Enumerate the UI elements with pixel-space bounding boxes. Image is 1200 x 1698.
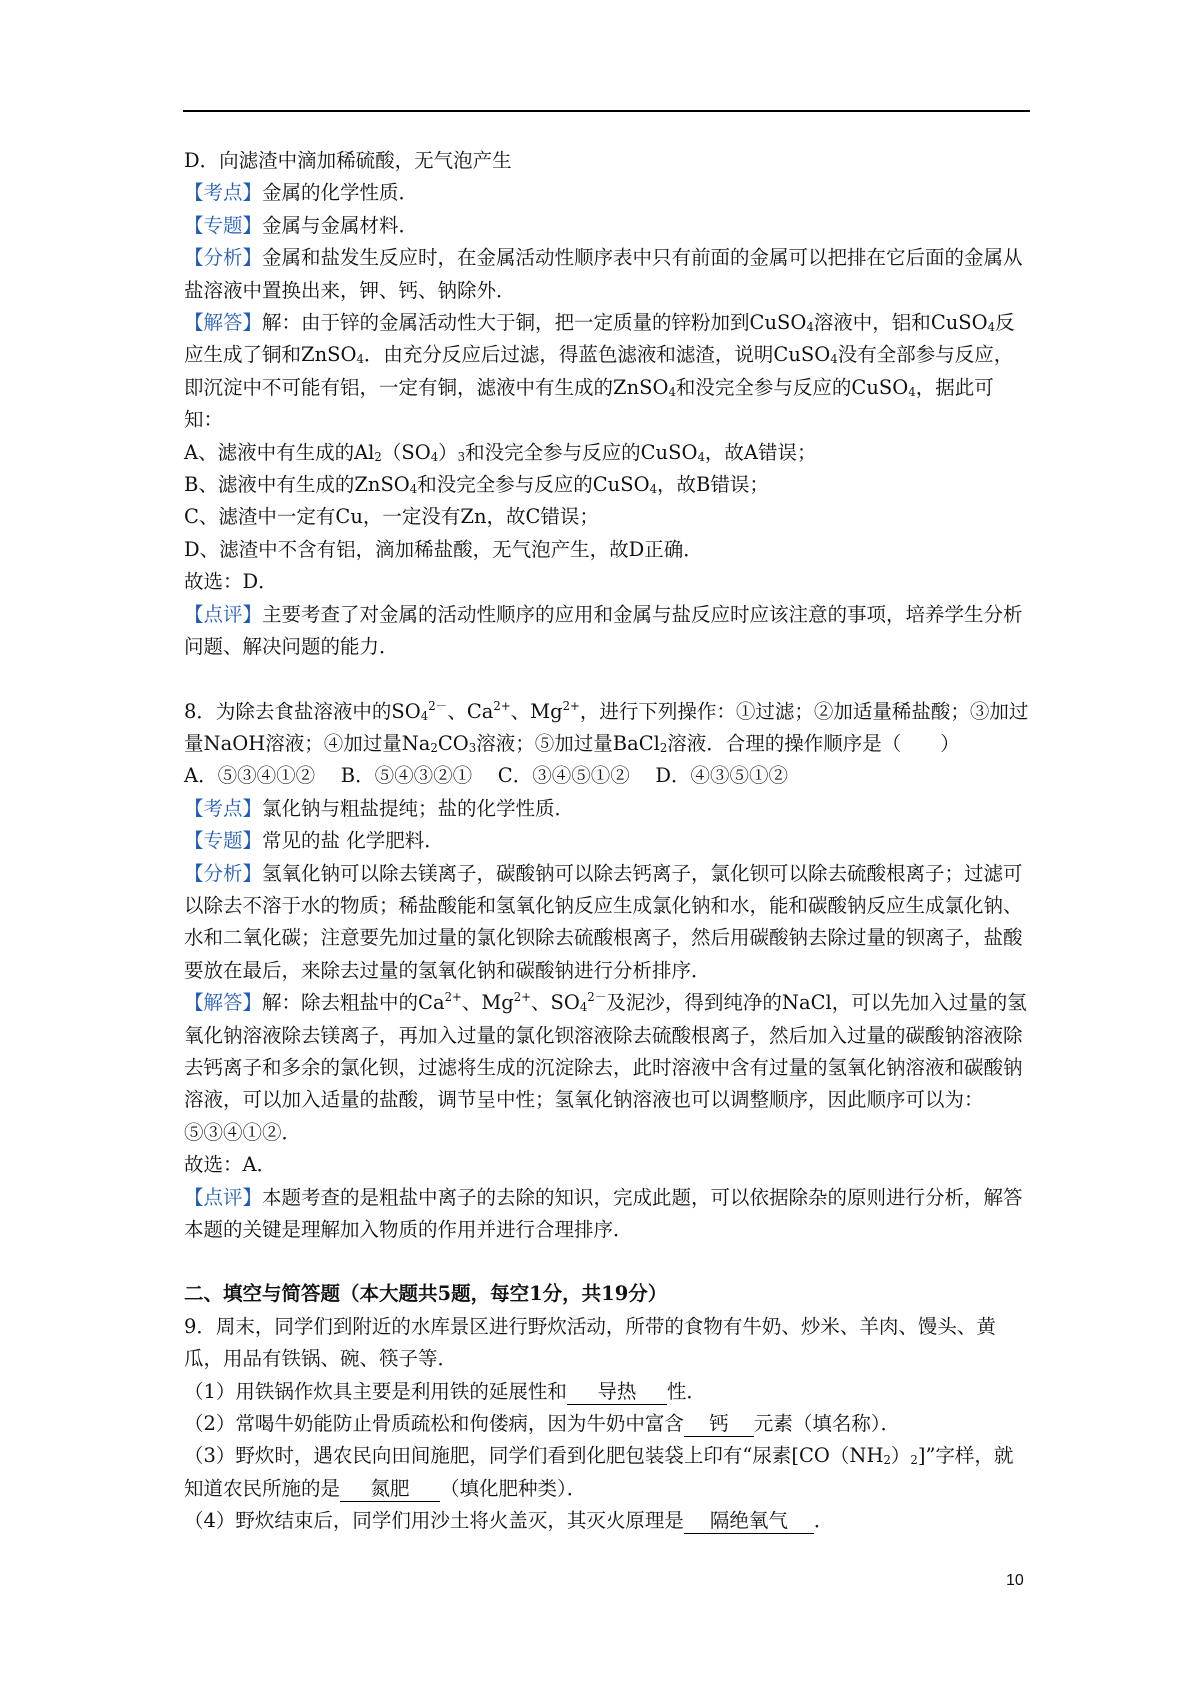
page-body [184,145,1029,1538]
q9-sub4: （4）野炊结束后，同学们用沙土将火盖灭，其灭火原理是 隔绝氧气 ． [184,1509,834,1533]
q8-kaodian: 【考点】氯化钠与粗盐提纯；盐的化学性质． [184,796,575,820]
q8-dianping: 【点评】本题考查的是粗盐中离子的去除的知识，完成此题，可以依据除杂的原则进行分析，解答本题的关键是理解加入物质的作用并进行合理排序． [184,1185,1023,1241]
zhuanti-tag: 【专题】 [184,829,263,853]
dianping-tag: 【点评】 [184,602,263,626]
q7-fenxi: 【分析】金属和盐发生反应时，在金属活动性顺序表中只有前面的金属可以把排在它后面的金属从盐溶液中置换出来，钾、钙、钠除外． [184,246,1023,302]
answer-blank: 隔绝氧气 [684,1509,814,1534]
jieda-tag: 【解答】 [184,991,263,1015]
jieda-tag: 【解答】 [184,311,263,335]
answer-blank: 氮肥 [340,1477,440,1502]
section-title: 二、填空与简答题（本大题共5题，每空1分，共19分） [184,1282,668,1306]
q7-line-d: D、滤渣中不含有铝，滴加稀盐酸，无气泡产生，故D正确． [184,537,703,561]
q8-answer: 故选：A． [184,1153,277,1177]
kaodian-tag: 【考点】 [184,796,263,820]
answer-blank: 导热 [567,1380,667,1405]
q9-sub2: （2）常喝牛奶能防止骨质疏松和佝偻病，因为牛奶中富含 钙 元素（填名称）． [184,1412,901,1436]
q7-dianping: 【点评】主要考查了对金属的活动性顺序的应用和金属与盐反应时应该注意的事项，培养学生分析问题、解决问题的能力． [184,602,1023,659]
q7-line-a: A、滤液中有生成的$Al_2(SO_4)_3$和没完全参与反应的CuSO$_4$，故A错误； [184,440,817,464]
q8-fenxi: 【分析】氢氧化钠可以除去镁离子，碳酸钠可以除去钙离子，氯化钡可以除去硫酸根离子；过滤可以除去不溶于水的物质；稀盐酸能和氢氧化钠反应生成氯化钠和水，能和碳酸钠反应生成氯化钠、水和二氧化碳；注意要先加过量的氯化钡除去硫酸根离子，然后用碳酸钠去除过量的钡离子，盐酸要放在最后，来除去过量的氢氧化钠和碳酸钠进行分析排序． [184,861,1023,982]
zhuanti-tag: 【专题】 [184,213,263,237]
spacer [184,664,1029,696]
q9-sub3: （3）野炊时，遇农民向田间施肥，同学们看到化肥包装袋上印有“尿素$[CO(NH_2)_2]$”字样，就知道农民所施的是 氮肥 （填化肥种类）． [184,1444,1014,1500]
q7-line-c: C、滤渣中一定有Cu，一定没有Zn，故C错误； [184,505,599,529]
q9-stem: 9．周末，同学们到附近的水库景区进行野炊活动，所带的食物有牛奶、炒米、羊肉、馒头、黄瓜，用品有铁锅、碗、筷子等． [184,1314,996,1371]
dianping-tag: 【点评】 [184,1185,263,1209]
q8-options: A．⑤③④①② B．⑤④③②① C．③④⑤①② D．④③⑤①② [184,764,789,788]
q8-zhuanti: 【专题】常见的盐 化学肥料． [184,829,444,853]
header-rule [183,110,1030,112]
q7-option-d: D．向滤渣中滴加稀硫酸，无气泡产生 [184,149,512,172]
q7-line-b: B、滤液中有生成的ZnSO$_4$和没完全参与反应的CuSO$_4$，故B错误； [184,473,769,497]
kaodian-tag: 【考点】 [184,181,263,205]
q8-stem: 8．为除去食盐溶液中的$SO_4^{2-}$、$Ca^{2+}$、$Mg^{2+}$，进行下列操作：①过滤；②加适量稀盐酸；③加过量NaOH溶液；④加过量$Na_2CO_3$溶液；⑤加过量BaCl$_2$溶液．合理的操作顺序是（ ） [184,698,1029,755]
page-number: 10 [1006,1572,1024,1589]
fenxi-tag: 【分析】 [184,246,263,270]
q7-zhuanti: 【专题】金属与金属材料． [184,213,419,237]
q8-jieda: 【解答】解：除去粗盐中的$Ca^{2+}$、$Mg^{2+}$、$SO_4^{2-}$及泥沙，得到纯净的NaCl，可以先加入过量的氢氧化钠溶液除去镁离子，再加入过量的氯化钡溶液除去硫酸根离子，然后加入过量的碳酸钠溶液除去钙离子和多余的氯化钡，过滤将生成的沉淀除去，此时溶液中含有过量的氢氧化钠溶液和碳酸钠溶液，可以加入适量的盐酸，调节呈中性；氢氧化钠溶液也可以调整顺序，因此顺序可以为：⑤③④①②． [184,990,1027,1144]
spacer [184,1246,1029,1278]
fenxi-tag: 【分析】 [184,861,263,885]
q7-answer: 故选：D． [184,570,278,594]
q9-sub1: （1）用铁锅作炊具主要是利用铁的延展性和 导热 性． [184,1379,706,1403]
q7-kaodian: 【考点】金属的化学性质． [184,181,419,205]
answer-blank: 钙 [684,1412,754,1437]
q7-jieda: 【解答】解：由于锌的金属活动性大于铜，把一定质量的锌粉加到CuSO$_4$溶液中，铝和CuSO$_4$反应生成了铜和ZnSO$_4$．由充分反应后过滤，得蓝色滤液和滤渣，说明CuSO$_4$没有全部参与反应，即沉淀中不可能有铝，一定有铜，滤液中有生成的ZnSO$_4$和没完全参与反应的CuSO$_4$，据此可知： [184,311,1015,432]
